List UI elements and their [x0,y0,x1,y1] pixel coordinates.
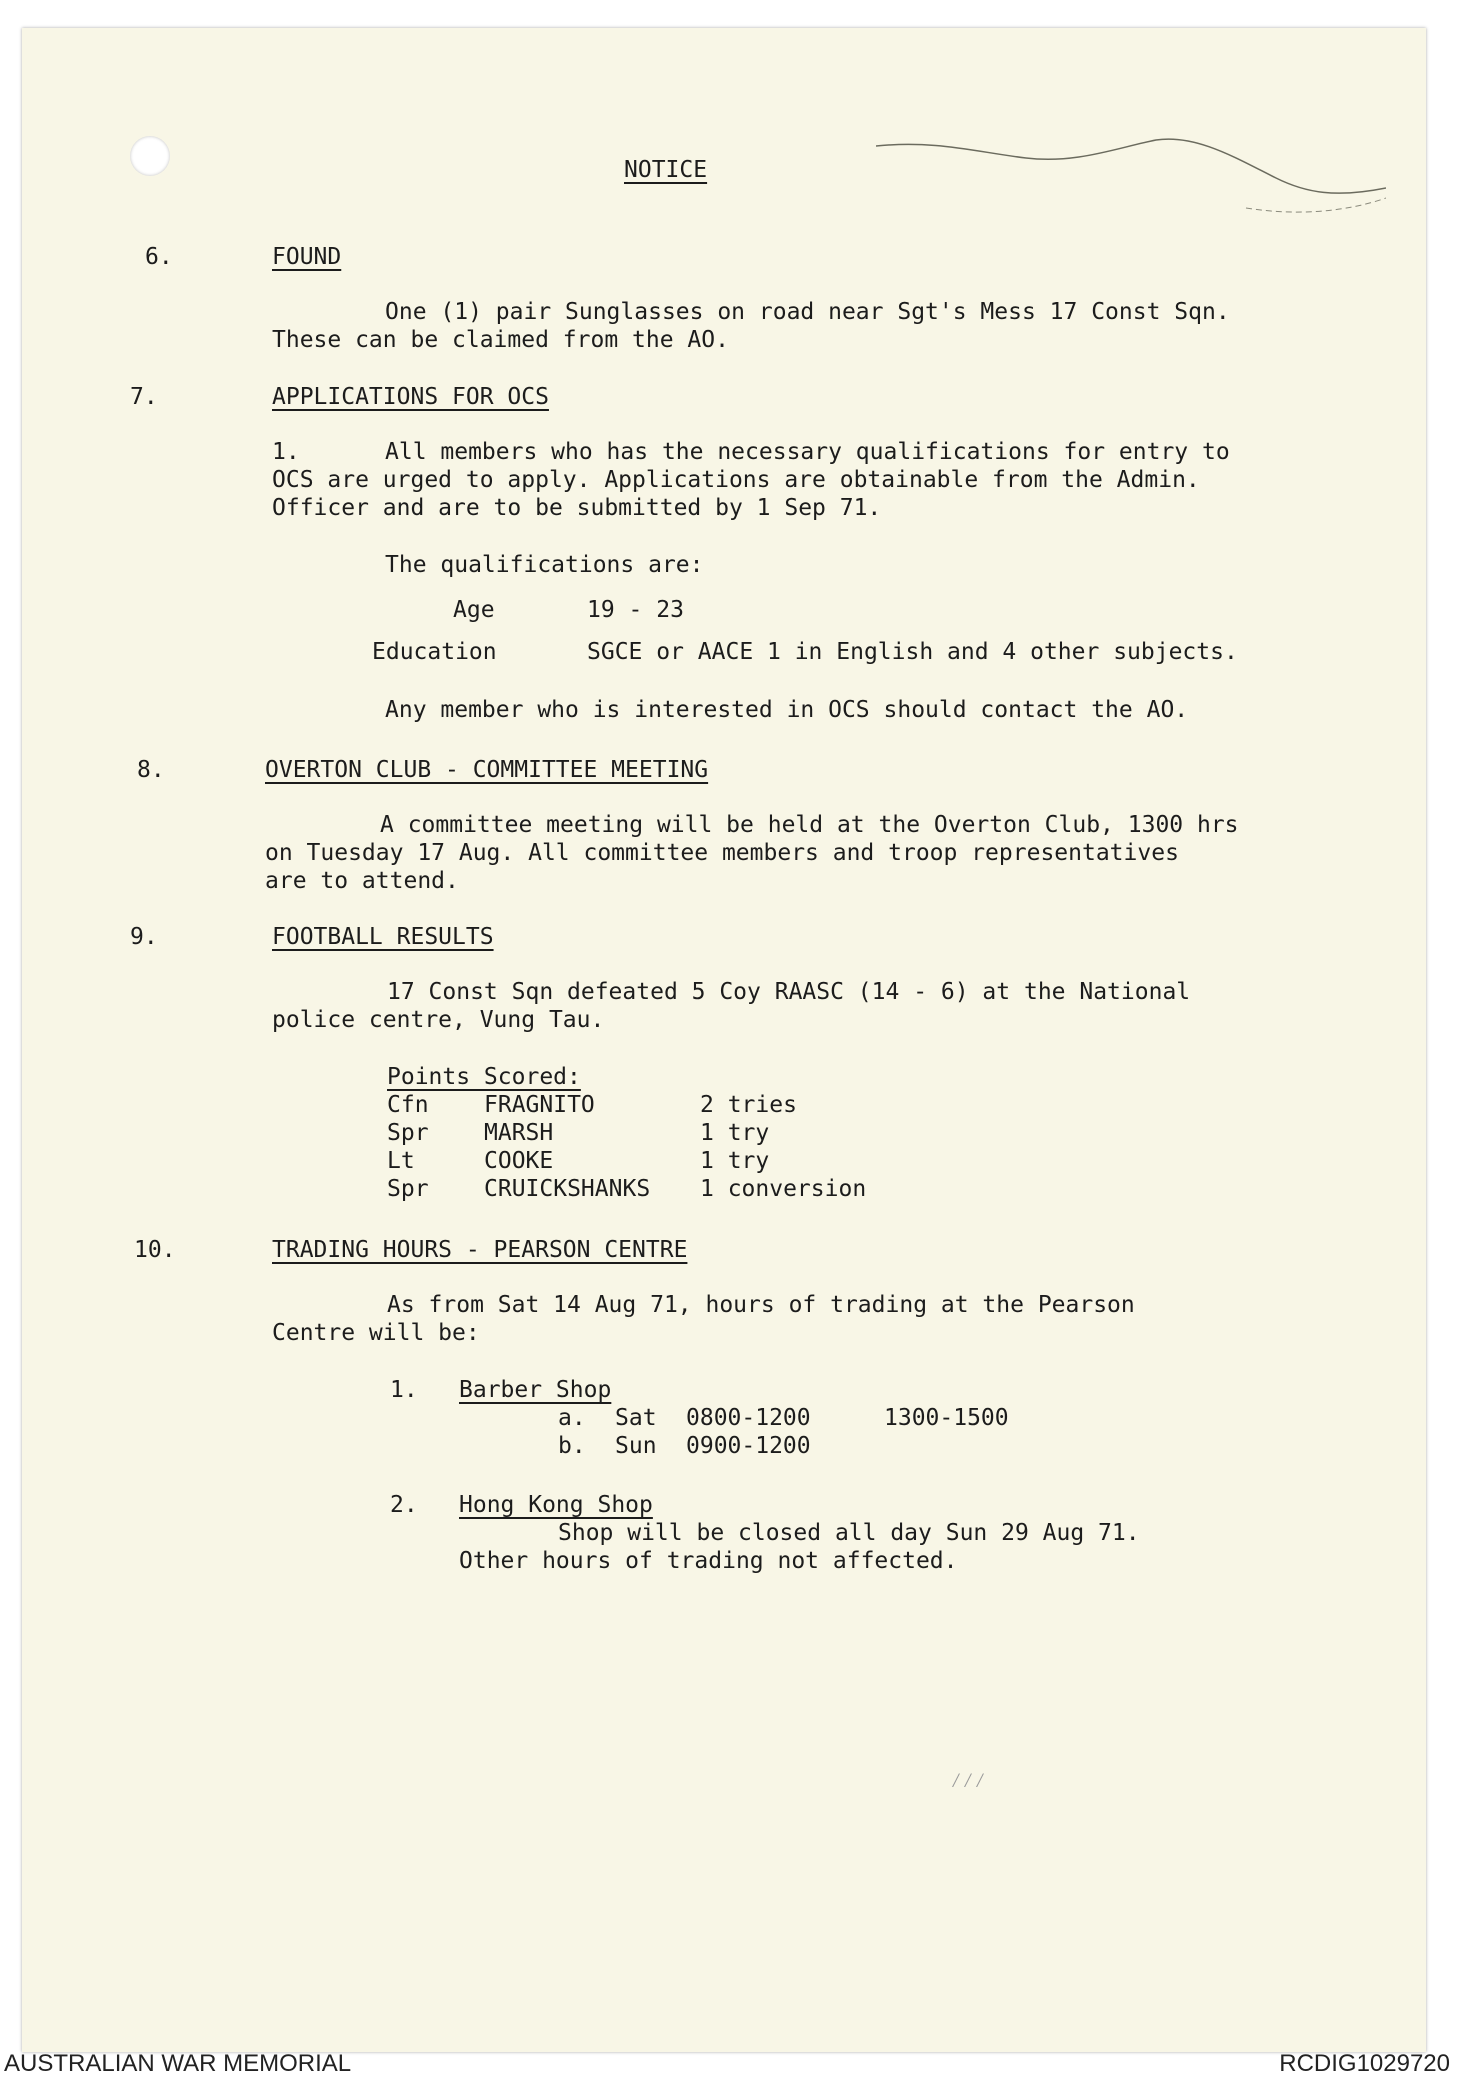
scorer-rank: Lt [387,1148,415,1174]
found-line-2: These can be claimed from the AO. [272,327,729,353]
section-10-number: 10. [134,1237,176,1263]
found-line-1: One (1) pair Sunglasses on road near Sgt's Mess 17 Const Sqn. [385,299,1230,325]
barber-row-a-hours-2: 1300-1500 [884,1405,1009,1431]
barber-row-b-day: Sun [615,1433,657,1459]
scorer-name: MARSH [484,1120,554,1146]
barber-heading: Barber Shop [459,1377,612,1403]
section-9-heading: FOOTBALL RESULTS [272,924,494,950]
ocs-line-2: OCS are urged to apply. Applications are obtainable from the Admin. [272,467,1200,493]
barber-row-b-hours: 0900-1200 [686,1433,811,1459]
footer-record-id: RCDIG1029720 [1279,2050,1450,2077]
barber-number: 1. [390,1377,418,1403]
hongkong-line-2: Other hours of trading not affected. [459,1548,958,1574]
footer-archive-name: AUSTRALIAN WAR MEMORIAL [4,2050,352,2077]
barber-row-a-hours: 0800-1200 [686,1405,811,1431]
punch-hole [130,136,170,176]
football-line-2: police centre, Vung Tau. [272,1007,605,1033]
section-6-number: 6. [145,244,173,270]
age-label: Age [453,597,495,623]
scorer-score: 1 try [700,1120,770,1146]
section-9-number: 9. [130,924,158,950]
scorer-score: 1 conversion [700,1176,867,1202]
ink-smudge: ⁄⁄⁄ [950,1768,987,1792]
hongkong-heading: Hong Kong Shop [459,1492,653,1518]
hongkong-line-1: Shop will be closed all day Sun 29 Aug 71. [558,1520,1140,1546]
ocs-para-number: 1. [272,439,300,465]
scorer-rank: Spr [387,1176,429,1202]
age-value: 19 - 23 [587,597,684,623]
overton-line-1: A committee meeting will be held at the Overton Club, 1300 hrs [380,812,1239,838]
ocs-line-3: Officer and are to be submitted by 1 Sep 71. [272,495,882,521]
section-8-heading: OVERTON CLUB - COMMITTEE MEETING [265,757,709,783]
overton-line-3: are to attend. [265,868,459,894]
section-8-number: 8. [137,757,165,783]
barber-row-b-letter: b. [558,1433,586,1459]
ocs-closing: Any member who is interested in OCS should contact the AO. [385,697,1189,723]
trading-line-2: Centre will be: [272,1320,480,1346]
overton-line-2: on Tuesday 17 Aug. All committee members and troop representatives [265,840,1179,866]
scorer-rank: Cfn [387,1092,429,1118]
section-7-number: 7. [130,384,158,410]
trading-line-1: As from Sat 14 Aug 71, hours of trading at the Pearson [387,1292,1135,1318]
section-6-heading: FOUND [272,244,342,270]
education-value: SGCE or AACE 1 in English and 4 other subjects. [587,639,1238,665]
section-7-heading: APPLICATIONS FOR OCS [272,384,549,410]
education-label: Education [372,639,497,665]
scorer-name: FRAGNITO [484,1092,595,1118]
scorer-score: 1 try [700,1148,770,1174]
ocs-line-1: All members who has the necessary qualifications for entry to [385,439,1230,465]
section-10-heading: TRADING HOURS - PEARSON CENTRE [272,1237,688,1263]
scorer-rank: Spr [387,1120,429,1146]
barber-row-a-day: Sat [615,1405,657,1431]
qualifications-intro: The qualifications are: [385,552,704,578]
points-heading: Points Scored: [387,1064,581,1090]
scorer-name: COOKE [484,1148,554,1174]
scorer-name: CRUICKSHANKS [484,1176,651,1202]
torn-edge-mark [876,138,1386,228]
document-page [22,28,1426,2052]
scorer-score: 2 tries [700,1092,797,1118]
football-line-1: 17 Const Sqn defeated 5 Coy RAASC (14 - 6) at the National [387,979,1191,1005]
page-title: NOTICE [624,157,708,183]
hongkong-number: 2. [390,1492,418,1518]
barber-row-a-letter: a. [558,1405,586,1431]
